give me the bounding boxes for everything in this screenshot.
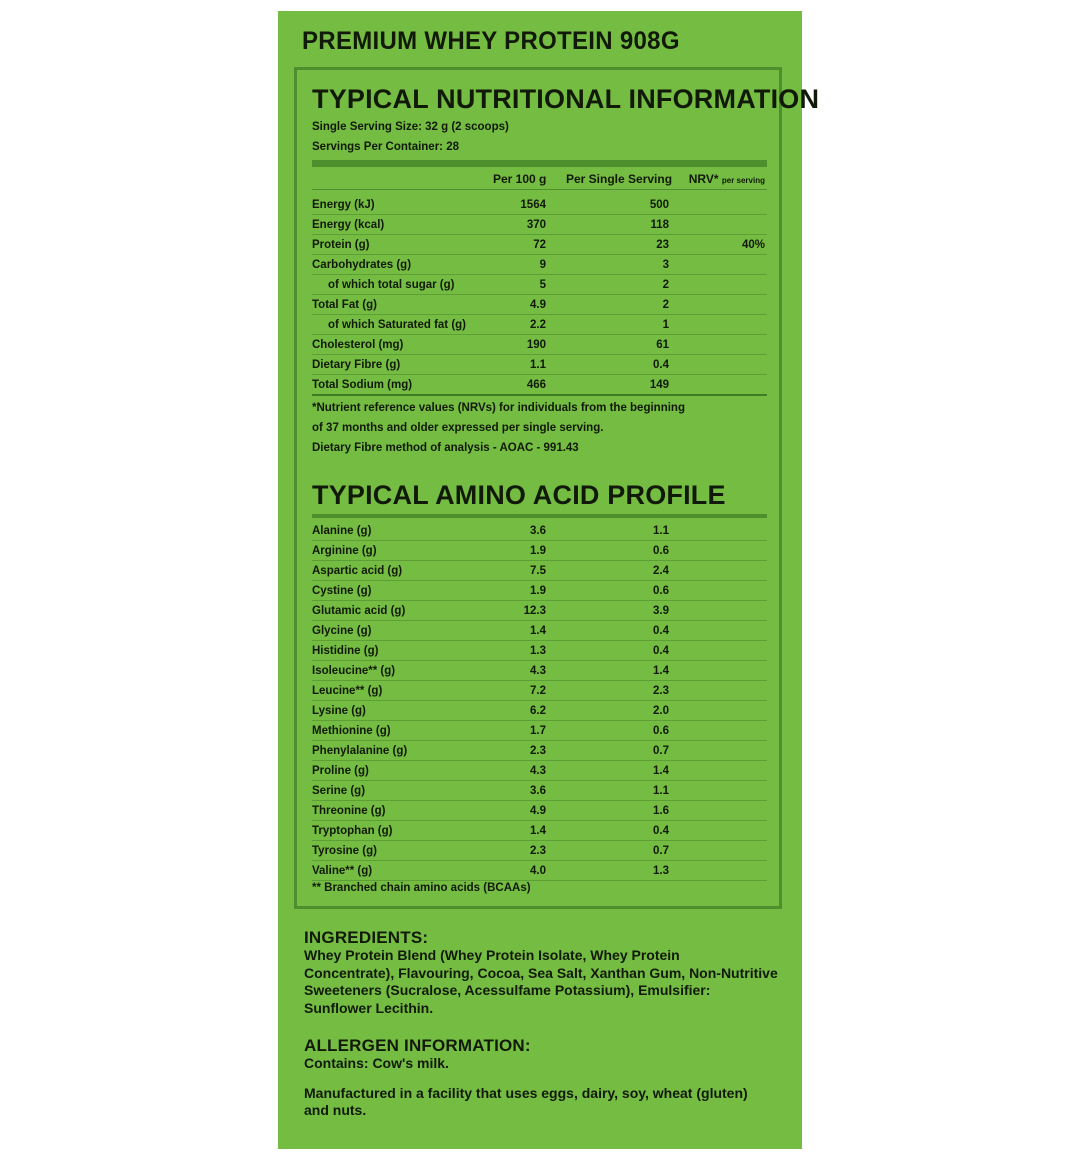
nutrient-name: Dietary Fibre (g) <box>312 359 401 371</box>
nutrient-name: Energy (kJ) <box>312 199 375 211</box>
nutrient-name: Carbohydrates (g) <box>312 259 412 271</box>
value-per-100g: 1.9 <box>530 545 546 557</box>
value-per-100g: 1.1 <box>530 359 546 371</box>
value-per-serving: 0.4 <box>653 645 669 657</box>
note-line: *Nutrient reference values (NRVs) for individuals from the beginning <box>312 402 685 414</box>
nutrient-name: Glycine (g) <box>312 625 372 637</box>
value-per-100g: 12.3 <box>523 605 546 617</box>
value-per-serving: 1.4 <box>653 665 669 677</box>
value-per-100g: 4.9 <box>530 805 546 817</box>
note-line: Dietary Fibre method of analysis - AOAC - 991.43 <box>312 442 579 454</box>
value-per-serving: 0.7 <box>653 745 669 757</box>
value-per-100g: 3.6 <box>530 785 546 797</box>
facility-line: Manufactured in a facility that uses eggs, dairy, soy, wheat (gluten) <box>304 1084 748 1101</box>
value-per-serving: 23 <box>656 239 669 251</box>
col-per100-header: Per 100 g <box>493 172 547 186</box>
table-row <box>312 841 767 861</box>
value-per-100g: 2.3 <box>530 845 546 857</box>
value-per-serving: 1.3 <box>653 865 669 877</box>
value-per-100g: 1.3 <box>530 645 546 657</box>
nutrient-name: Threonine (g) <box>312 805 386 817</box>
nutrient-name: Glutamic acid (g) <box>312 605 406 617</box>
value-per-serving: 0.7 <box>653 845 669 857</box>
table-row <box>312 721 767 741</box>
table-row <box>312 275 767 295</box>
value-per-serving: 0.4 <box>653 625 669 637</box>
value-per-serving: 0.4 <box>653 825 669 837</box>
table-row <box>312 375 767 395</box>
table-row <box>312 255 767 275</box>
value-per-serving: 118 <box>650 219 669 231</box>
value-per-100g: 7.2 <box>530 685 546 697</box>
value-per-100g: 1.9 <box>530 585 546 597</box>
value-per-serving: 3 <box>662 259 669 271</box>
ingredients-line: Sweeteners (Sucralose, Acessulfame Potassium), Emulsifier: <box>304 982 711 998</box>
value-per-serving: 500 <box>649 199 669 211</box>
table-row <box>312 761 767 781</box>
value-per-serving: 149 <box>649 379 669 391</box>
table-row <box>312 215 767 235</box>
nrv-suffix: per serving <box>721 176 765 185</box>
value-per-100g: 72 <box>533 239 546 251</box>
allergen-title: ALLERGEN INFORMATION: <box>304 1036 531 1055</box>
table-row <box>312 701 767 721</box>
value-per-serving: 0.6 <box>653 725 669 737</box>
value-per-100g: 4.9 <box>530 299 546 311</box>
value-per-100g: 1564 <box>520 199 546 211</box>
nutrient-name: Aspartic acid (g) <box>312 565 403 577</box>
value-per-100g: 1.4 <box>530 625 546 637</box>
table-row <box>312 521 767 541</box>
nutrient-name: Lysine (g) <box>312 705 366 717</box>
nutrient-name: Proline (g) <box>312 765 369 777</box>
value-nrv: 40% <box>741 239 765 251</box>
value-per-serving: 1.1 <box>653 785 669 797</box>
table-row <box>312 335 767 355</box>
nrv-label: NRV* <box>688 172 719 186</box>
facility-line: and nuts. <box>304 1102 367 1118</box>
servings-per-container: Servings Per Container: 28 <box>312 141 459 153</box>
nutrient-name: Cholesterol (mg) <box>312 339 404 351</box>
allergen-section <box>304 1037 784 1120</box>
ingredients-line: Sunflower Lecithin. <box>304 999 434 1016</box>
nutrient-name: Total Fat (g) <box>312 299 377 311</box>
table-row <box>312 541 767 561</box>
table-row <box>312 801 767 821</box>
allergen-contains: Contains: Cow's milk. <box>304 1055 449 1071</box>
value-per-100g: 1.4 <box>530 825 546 837</box>
table-row <box>312 781 767 801</box>
table-row <box>312 235 767 255</box>
amino-header-bar <box>312 514 767 518</box>
nutrient-name: Alanine (g) <box>312 525 372 537</box>
value-per-100g: 190 <box>526 339 546 351</box>
table-row <box>312 601 767 621</box>
nutrient-name: of which total sugar (g) <box>328 279 455 291</box>
value-per-serving: 1.4 <box>653 765 669 777</box>
value-per-serving: 0.4 <box>653 359 669 371</box>
value-per-100g: 3.6 <box>530 525 546 537</box>
nutrition-panel <box>278 11 820 1149</box>
nutrient-name: Cystine (g) <box>312 585 372 597</box>
nutrient-name: Tryptophan (g) <box>312 825 393 837</box>
value-per-serving: 0.6 <box>653 585 669 597</box>
ingredients-section <box>304 929 784 1017</box>
value-per-100g: 4.3 <box>530 665 546 677</box>
value-per-100g: 5 <box>539 279 546 291</box>
nutrient-name: Phenylalanine (g) <box>312 745 408 757</box>
header-bar <box>312 160 767 167</box>
amino-title: TYPICAL AMINO ACID PROFILE <box>312 480 726 510</box>
nutrient-name: Tyrosine (g) <box>312 845 377 857</box>
value-per-100g: 6.2 <box>530 705 546 717</box>
value-per-serving: 1.6 <box>653 805 669 817</box>
value-per-serving: 2.0 <box>653 705 669 717</box>
nutrient-name: Energy (kcal) <box>312 219 385 231</box>
table-row <box>312 621 767 641</box>
value-per-serving: 2 <box>662 279 669 291</box>
table-row <box>312 581 767 601</box>
serving-size: Single Serving Size: 32 g (2 scoops) <box>312 121 509 133</box>
table-row <box>312 295 767 315</box>
value-per-100g: 7.5 <box>530 565 546 577</box>
value-per-100g: 370 <box>526 219 546 231</box>
value-per-100g: 1.7 <box>530 725 546 737</box>
value-per-serving: 1.1 <box>653 525 669 537</box>
value-per-100g: 2.3 <box>530 745 546 757</box>
nutrient-name: Total Sodium (mg) <box>312 379 413 391</box>
table-row <box>312 355 767 375</box>
product-title: PREMIUM WHEY PROTEIN 908G <box>302 27 680 56</box>
table-row <box>312 195 767 215</box>
ingredients-line: Concentrate), Flavouring, Cocoa, Sea Salt, Xanthan Gum, Non-Nutritive <box>304 964 778 981</box>
value-per-serving: 2.3 <box>653 685 669 697</box>
nutrient-name: Arginine (g) <box>312 545 377 557</box>
nutrition-table-header <box>312 169 767 190</box>
value-per-100g: 466 <box>526 379 546 391</box>
nutrient-name: Histidine (g) <box>312 645 379 657</box>
value-per-serving: 61 <box>656 339 669 351</box>
nutrition-title: TYPICAL NUTRITIONAL INFORMATION <box>312 84 820 114</box>
nutrition-table-body <box>312 195 767 395</box>
ingredients-line: Whey Protein Blend (Whey Protein Isolate, Whey Protein <box>304 947 680 963</box>
value-per-100g: 2.2 <box>530 319 546 331</box>
col-nrv-header <box>689 169 765 191</box>
nutrient-name: of which Saturated fat (g) <box>328 319 466 331</box>
table-row <box>312 681 767 701</box>
table-row <box>312 661 767 681</box>
value-per-serving: 0.6 <box>653 545 669 557</box>
nutrient-name: Serine (g) <box>312 785 366 797</box>
col-serving-header: Per Single Serving <box>566 172 673 186</box>
value-per-serving: 2 <box>662 299 669 311</box>
nutrient-name: Protein (g) <box>312 239 370 251</box>
table-row <box>312 821 767 841</box>
amino-footnote: ** Branched chain amino acids (BCAAs) <box>312 882 531 894</box>
value-per-100g: 4.3 <box>530 765 546 777</box>
ingredients-title: INGREDIENTS: <box>304 928 429 947</box>
value-per-serving: 1 <box>662 319 669 331</box>
table-row <box>312 641 767 661</box>
nutrition-notes <box>312 398 685 458</box>
nutrition-table-end-line <box>312 394 767 396</box>
note-line: of 37 months and older expressed per single serving. <box>312 422 604 434</box>
nutrition-box <box>294 67 820 909</box>
table-row <box>312 561 767 581</box>
nutrient-name: Valine** (g) <box>312 865 373 877</box>
value-per-100g: 9 <box>539 259 546 271</box>
value-per-100g: 4.0 <box>530 865 546 877</box>
nutrient-name: Methionine (g) <box>312 725 391 737</box>
nutrient-name: Isoleucine** (g) <box>312 665 396 677</box>
amino-table-body <box>312 521 767 881</box>
table-row <box>312 741 767 761</box>
nutrient-name: Leucine** (g) <box>312 685 383 697</box>
table-row <box>312 315 767 335</box>
value-per-serving: 2.4 <box>653 565 669 577</box>
value-per-serving: 3.9 <box>653 605 669 617</box>
